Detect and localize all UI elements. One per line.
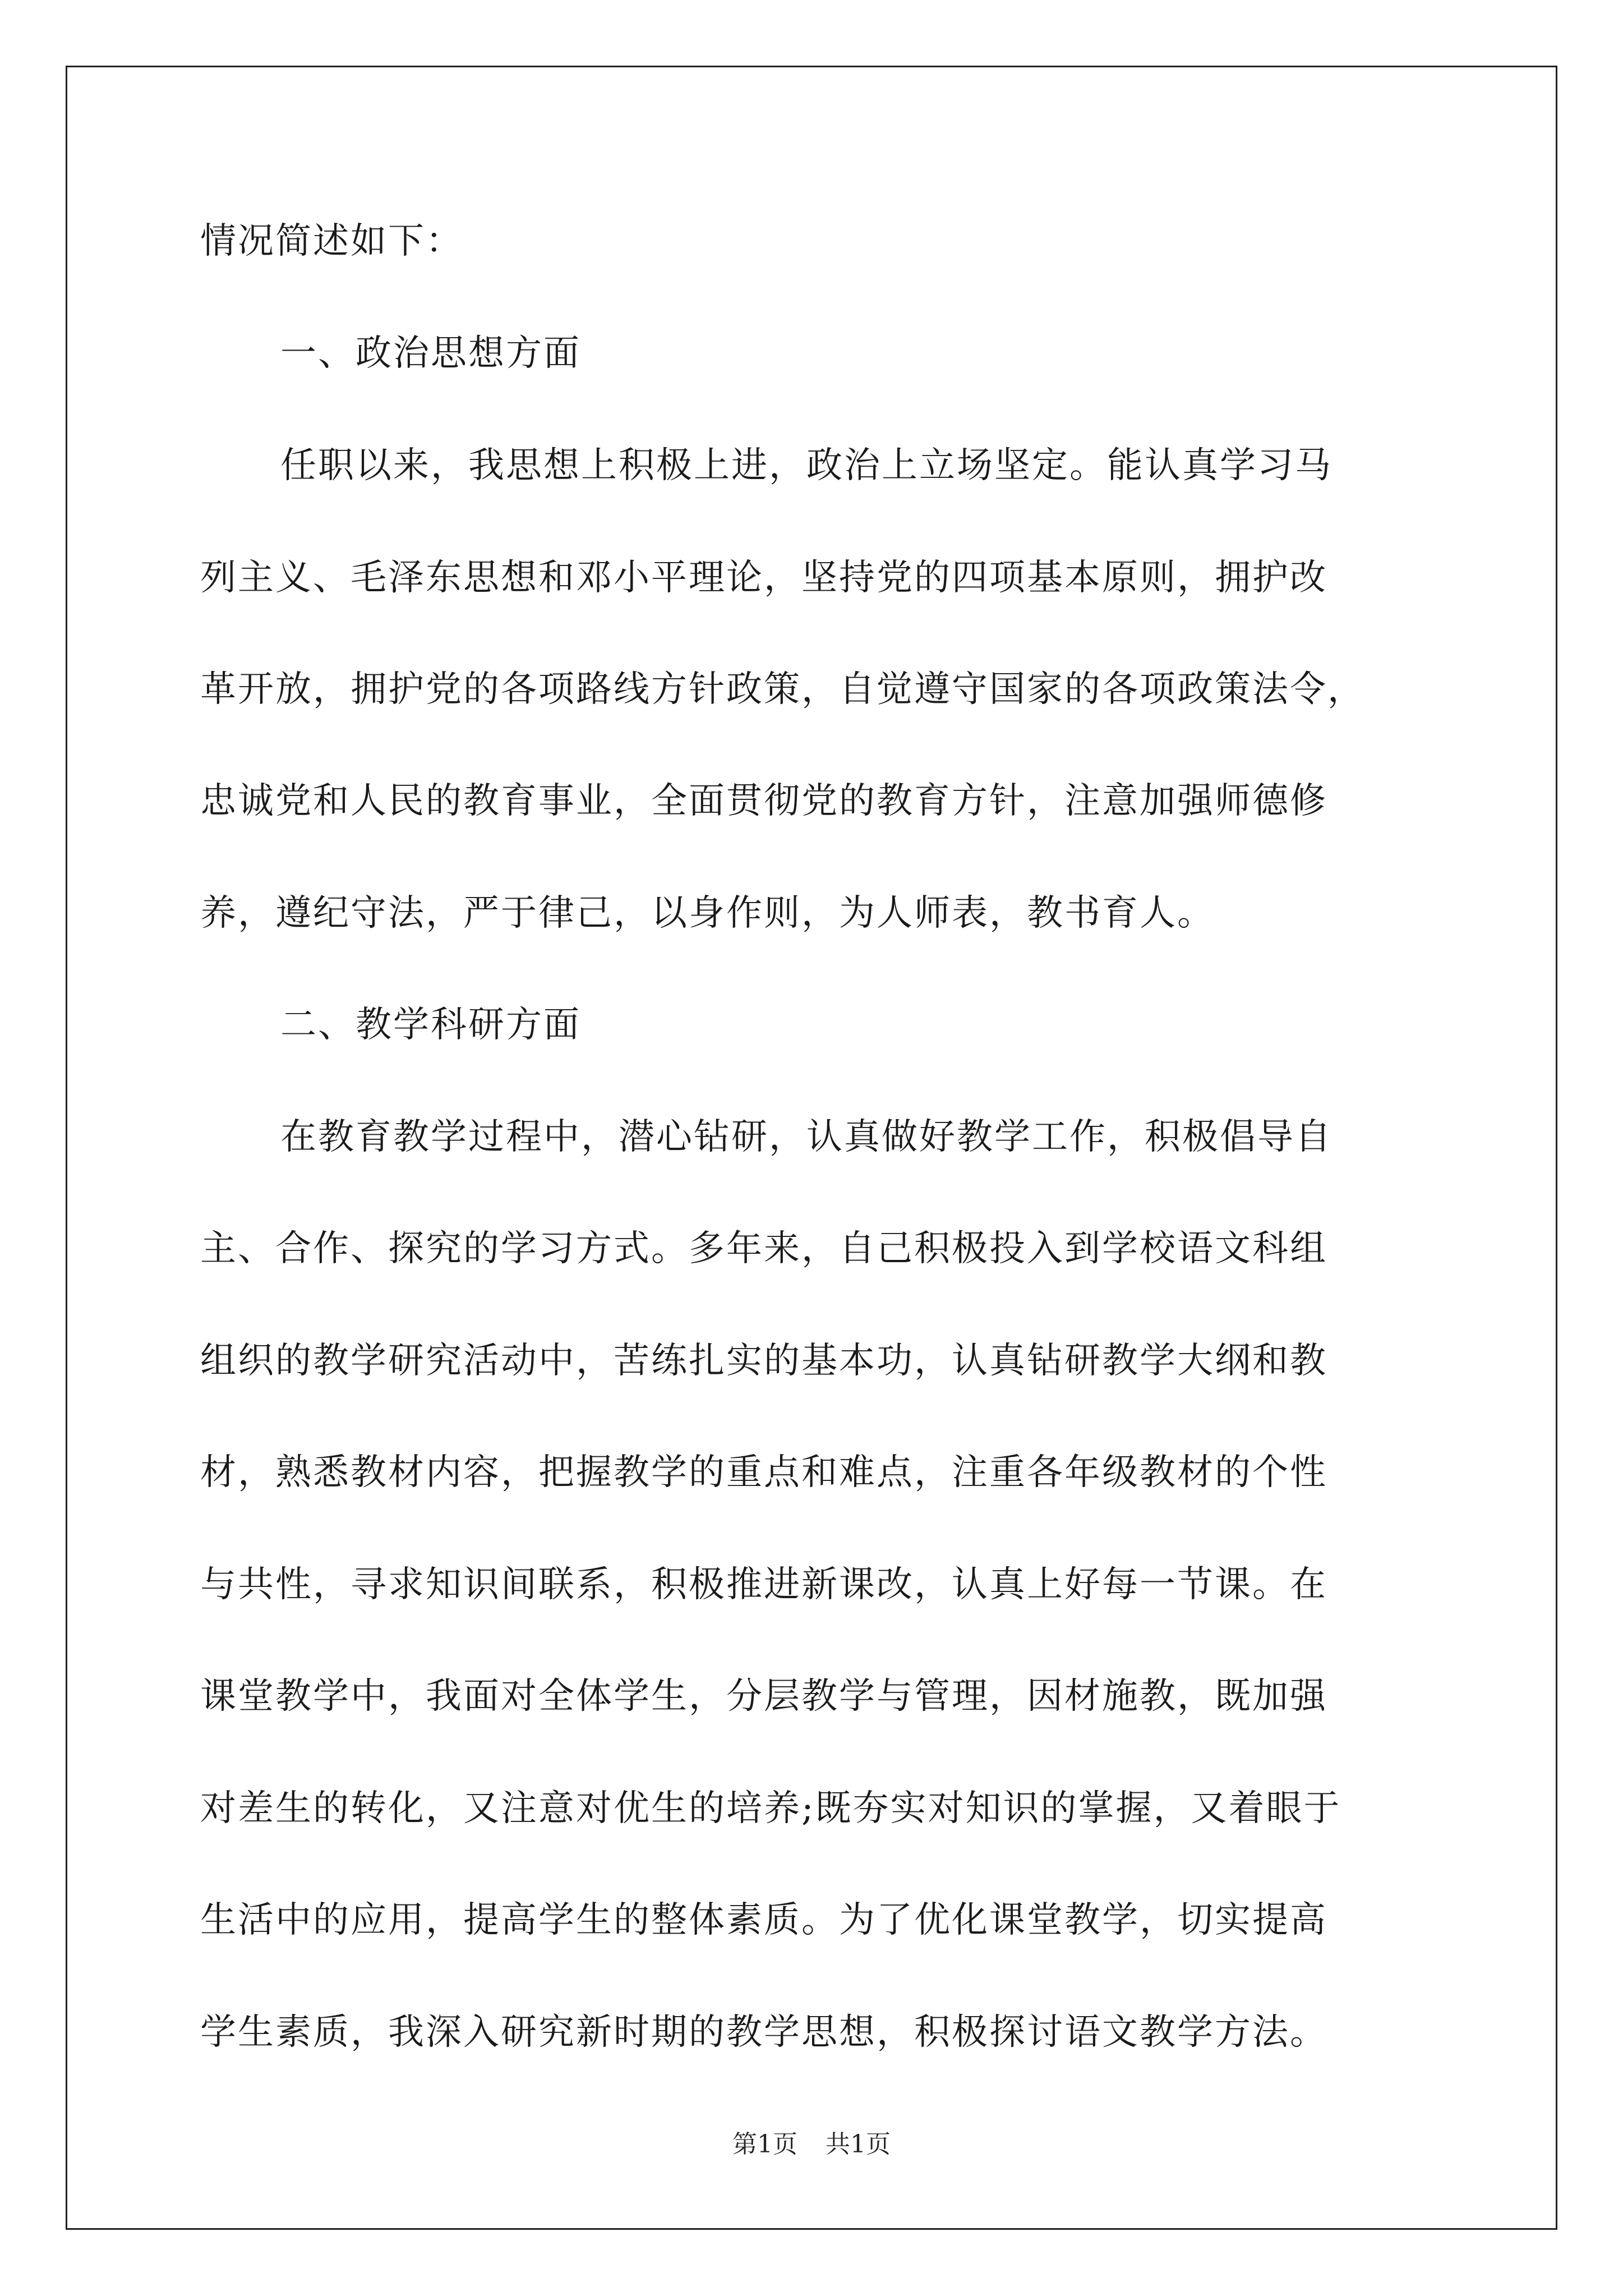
page-total: 共1页 (826, 2130, 891, 2159)
paragraph-line: 与共性，寻求知识间联系，积极推进新课改，认真上好每一节课。在 (200, 1564, 1327, 1605)
section-heading-teaching: 二、教学科研方面 (280, 1004, 581, 1046)
paragraph-line: 材，熟悉教材内容，把握教学的重点和难点，注重各年级教材的个性 (200, 1452, 1327, 1493)
paragraph-line: 组织的教学研究活动中，苦练扎实的基本功，认真钻研教学大纲和教 (200, 1340, 1327, 1382)
intro-line: 情况简述如下： (200, 220, 463, 262)
paragraph-line: 课堂教学中，我面对全体学生，分层教学与管理，因材施教，既加强 (200, 1676, 1327, 1717)
paragraph-line: 生活中的应用，提高学生的整体素质。为了优化课堂教学，切实提高 (200, 1899, 1327, 1941)
paragraph-line: 在教育教学过程中，潜心钻研，认真做好教学工作，积极倡导自 (280, 1116, 1332, 1158)
section-heading-politics: 一、政治思想方面 (280, 333, 581, 374)
paragraph-line: 革开放，拥护党的各项路线方针政策，自觉遵守国家的各项政策法令， (200, 669, 1365, 710)
paragraph-line: 养，遵纪守法，严于律己，以身作则，为人师表，教书育人。 (200, 892, 1215, 934)
paragraph-line: 主、合作、探究的学习方式。多年来，自己积极投入到学校语文科组 (200, 1228, 1327, 1269)
paragraph-line: 任职以来，我思想上积极上进，政治上立场坚定。能认真学习马 (280, 445, 1332, 486)
paragraph-line: 忠诚党和人民的教育事业，全面贯彻党的教育方针，注意加强师德修 (200, 780, 1327, 822)
paragraph-line: 对差生的转化，又注意对优生的培养;既夯实对知识的掌握，又着眼于 (200, 1788, 1341, 1829)
paragraph-line: 列主义、毛泽东思想和邓小平理论，坚持党的四项基本原则，拥护改 (200, 557, 1327, 599)
paragraph-line: 学生素质，我深入研究新时期的教学思想，积极探讨语文教学方法。 (200, 2012, 1327, 2053)
page-footer (0, 2129, 1623, 2160)
page-number: 第1页 (732, 2130, 797, 2159)
